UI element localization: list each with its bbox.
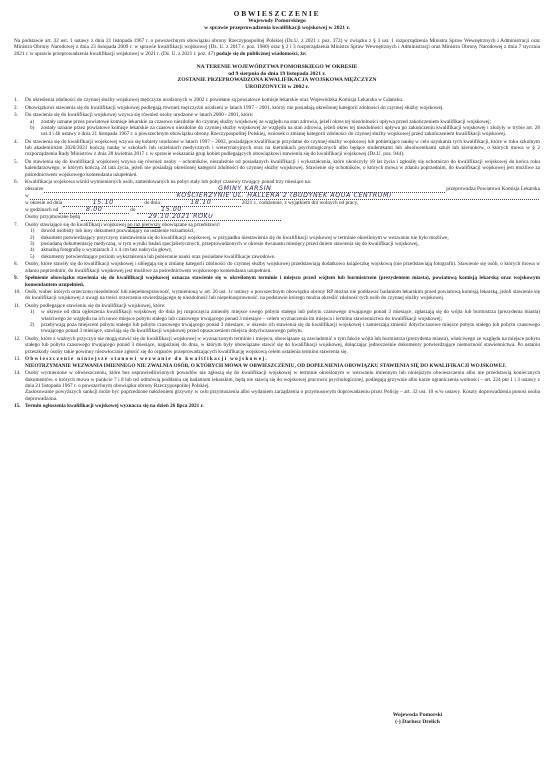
item-number: 2. [14,104,18,111]
list-item [14,356,540,369]
list-item [14,222,540,260]
header [14,9,540,32]
caption-line-3: ZOSTANIE PRZEPROWADZONA KWALIFIKACJA WOJSKOWA MĘŻCZYZN [177,77,377,84]
signatory-title: Wojewoda Pomorski [392,712,443,718]
list-item [14,179,540,220]
subject-line: w sprawie przeprowadzenia kwalifikacji wojskowej w 2021 r. [204,25,350,31]
item-number: 14. [14,370,21,377]
item-number: 10. [14,289,21,296]
item-number: 8. [14,261,18,268]
item-text: Osób, wobec których orzeczono niezdolność lub niepełnosprawność, wymienioną w art. 26 ust. 1c ustawy o powszechnym obowiązku obrony RP można nie poddawać badaniom lekarskim przed powiatową komisją lekarską, jeżeli stawienie się do kwalifikacji wojskowej z uwagi na treści orzeczenia stwierdzającego tę niezdolność lub niepełnosprawność, na podstawie którego można określić zdolność tych osób do czynnej służby wojskowej. [25,289,540,302]
handwritten-location: KOŚCIERZYNIE UL. HALLERA 2 (BUDYNEK AQUA CENTRUM) [176,192,393,200]
item-text: Termin ogłoszenia kwalifikacji wojskowej wyznacza się na dzień 26 lipca 2021 r. [25,403,204,410]
sub-item: 3) posiadaną dokumentację medyczną, w tym wyniki badań specjalistycznych, przeprowadzonych w okresie dwunastu miesięcy przed dniem stawienia się do kwalifikacji wojskowej, [30,240,419,247]
sub-item: 4) aktualną fotografię o wymiarach 3 x 4 cm bez nakrycia głowy, [30,247,173,254]
sub-item-text: zostały uznane przez powiatowe komisje lekarskie za czasowo niezdolne do czynnej służby wojskowej ze względu na stan zdrowia, jeżeli okres tej niezdolności upływa przed zakończeniem kwalifikacji wojskowej; [41,118,492,125]
form-line-admission: Osoby przyjmowane będą 29.10.2021 ROKU [25,214,540,221]
admission-field: 29.10.2021 ROKU [81,214,281,221]
item-number: 7. [14,222,18,229]
sub-item: 5) dokumenty potwierdzające poziom wykształcenia lub pobieranie nauki oraz posiadane kwalifikacje zawodowe. [30,253,276,260]
signature-block [370,712,465,727]
item-number: 3. [14,112,18,119]
item-text: Kwalifikacja wojskowa wśród wymienionych osób, zameldowanych na pobyt stały lub pobyt czasowy trwający ponad trzy miesiące na: [25,179,312,186]
item-number: 5. [14,159,18,166]
list-item [14,370,540,401]
list-item [14,97,540,103]
date-to-field: 18.10 [161,200,241,207]
sub-item: 2) przebywają poza miejscem pobytu stałego lub pobytu czasowego trwającego ponad 3 miesiące, w okresie ich stawienia się do kwalifikacji wojskowej i zamierzają zmienić dotychczasowe miejsce pobytu stałego lub pobytu czasowego trwającego ponad 3 miesiące, stawiają się do kwalifikacji wojskowej przed opuszczeniem miejsca dotychczasowego pobytu. [30,322,540,335]
handwritten-area: GMINY KARSIN [218,185,272,193]
intro-body: Na podstawie art. 32 ust. 1 ustawy z dnia 21 listopada 1967 r. o powszechnym obowiązku obrony Rzeczypospolitej Polskiej (Dz.U. z 2021 r. poz. 372) w związku z § 3 ust. 1 rozporządzenia Ministra Spraw Wewnętrznych i Administracji oraz Ministra Obrony Narodowej z dnia 23 listopada 2009 r. w sprawie kwalifikacji wojskowej (Dz. U. z 2017 r. poz. 1980) oraz § 2 i 3 rozporządzenia Ministra Spraw Wewnętrznych i Administracji oraz Ministra Obrony Narodowej z dnia 7 stycznia 2021 r. w sprawie przeprowadzenia kwalifikacji wojskowej w 2021 r. (Dz. U. z 2021 r. poz. 47) [14,38,540,57]
caption-line-1: NA TERENIE WOJEWÓDZTWA POMORSKIEGO W OKRESIE [196,64,358,71]
intro-paragraph [14,38,540,57]
sub-item: a) zostały uznane przez powiatowe komisje lekarskie za czasowo niezdolne do czynnej służby wojskowej ze względu na stan zdrowia, jeżeli okres tej niezdolności upływa przed zakończeniem kwalifikacji wojskowej; [25,119,540,125]
item-number: 13. [14,356,21,363]
item-text: Do stawienia się do kwalifikacji wojskowej wzywa się również osoby – ochotników, niezależnie od posiadanych kwalifikacji i wykształcenia, które ukończyły 18 lat życia i zgłosiły się ochotniczo do kwalifikacji wojskowej do końca roku kalendarzowego, w którym kończą 24 lata życia, jeżeli nie posiadają określonej kategorii zdolności do czynnej służby wojskowej. Stawienie się ochotników, o których mowa w zdaniu poprzednim, do kwalifikacji wojskowej jest możliwe za pośrednictwem wojskowego komendanta uzupełnień. [25,159,540,178]
date-from-field: 15.10 [63,200,143,207]
list-item [14,303,540,334]
sub-item-text: zostały uznane przez powiatowe komisje lekarskie za czasowo niezdolne do czynnej służby wojskowej ze względu na stan zdrowia, jeżeli okres tej niezdolności upływa po zakończeniu kwalifikacji wojskowej i złożyły w trybie art. 28 ust.4 i 4b ustawy z dnia 21 listopada 1967 r. o powszechnym obowiązku obrony Rzeczypospolitej Polskiej, wniosek o zmianę kategorii zdolności do czynnej służby wojskowej przed zakończeniem kwalifikacji wojskowej. [41,124,540,138]
list-item [14,336,540,355]
list-item [14,289,540,302]
list-item [14,275,540,288]
numbered-list [14,97,540,410]
item-text: Osoby podlegające stawieniu się do kwalifikacji wojskowej, które: [25,303,166,310]
item-text-2: Zastosowanie powyższych sankcji może być poprzedzone nałożeniem grzywny w celu przymuszenia albo wydaniem zarządzenia o przymusowym doprowadzeniu przez Policję – art. 32 ust. 10 w/w ustawy. Koszty doprowadzenia ponosi osoba doprowadzona. [25,389,540,402]
item-text: Osoby, które z ważnych przyczyn nie mogą stawić się do kwalifikacji wojskowej w wyznaczonym terminie i miejscu, obowiązane są zawiadomić o tym fakcie wójta lub burmistrza (prezydenta miasta), właściwego ze względu na miejsce pobytu stałego lub pobytu czasowego trwającego ponad 3 miesiące, najpóźniej do dnia, w którym były obowiązane stawić się do kwalifikacji wojskowej, dołączając jednocześnie dokumenty potwierdzające niemożność stawiennictwa. Po ustaniu przeszkody osoby takie powinny niezwłocznie zgłosić się do organów przeprowadzających kwalifikację wojskową celem ustalenia terminu stawienia się. [25,336,540,355]
item-number: 12. [14,336,21,343]
item-number: 11. [14,303,21,310]
sub-item: 2) dokument potwierdzający przyczyny niestawienia się do kwalifikacji wojskowej, w przypadku niestawienia się do kwalifikacji wojskowej w terminie określonym w wezwaniu nie było możliwe, [30,234,449,241]
form-line-location: w KOŚCIERZYNIE UL. HALLERA 2 (BUDYNEK AQUA CENTRUM) [25,193,540,200]
caption-line-4: URODZONYCH w 2002 r. [245,84,309,91]
item-text: Do stawienia się do kwalifikacji wojskowej wzywa się kobiety urodzone w latach 1997 – 2002, posiadające kwalifikacje przydatne do czynnej służby wojskowej lub pobierające naukę w celu uzyskania tych kwalifikacji, które w roku szkolnym lub akademickim 2020/2021 kończą naukę w szkołach lub uczelniach medycznych i weterynaryjnych oraz na kierunkach psychologicznych albo będące studentkami lub absolwentkami szkół lub kierunków, o których mowa w § 2 rozporządzenia Rady Ministrów z dnia 28 kwietnia 2017 r. w sprawie wskazania grup kobiet podlegających obowiązkowi stawienia się do kwalifikacji wojskowej (Dz.U. poz. 944). [25,138,540,158]
list-item [14,105,540,111]
item-number: 4. [14,138,18,145]
list-item [14,139,540,158]
list-item [14,112,540,137]
item-text: Do stawienia się do kwalifikacji wojskowej wzywa się również osoby urodzone w latach 2000 - 2001, które: [25,112,254,119]
item-number: 9. [14,275,18,282]
item-text: Obowiązkowi stawienia się do kwalifikacji wojskowej podlegają również mężczyźni urodzeni w latach 1997 – 2001, którzy nie posiadają określonej kategorii zdolności do czynnej służby wojskowej. [25,104,444,111]
summons-warning: NIEOTRZYMANIE WEZWANIA IMIENNEGO NIE ZWALNIA OSÓB, O KTÓRYCH MOWA W OBWIESZCZENIU, OD DOPEŁNIENIA OBOWIĄZKU STAWIENIA SIĘ DO KWALIFIKACJI WOJSKOWEJ. [25,362,507,369]
list-item [14,403,540,409]
announcement-caption [14,64,540,91]
document-title: OBWIESZCZENIE [233,9,321,18]
form-line-area: obszarze GMINY KARSIN przeprowadza Powiatowa Komisja Lekarska [25,185,540,193]
item-number: 6. [14,179,18,186]
item-text: Do określenia zdolności do czynnej służby wojskowej mężczyzn urodzonych w 2002 r. powołane są powiatowe komisje lekarskie oraz Wojewódzka Komisja Lekarska w Gdańsku. [25,96,404,103]
hour-from-field: 8.00 [59,207,129,214]
intro-tail: podaje się do publicznej wiadomości, że: [216,50,307,57]
form-line-dates: w okresie od dnia 15.10 do dnia 18.10 2021 r., codziennie, z wyjątkiem dni wolnych od pracy, [25,199,359,207]
sub-item: b) zostały uznane przez powiatowe komisje lekarskie za czasowo niezdolne do czynnej służby wojskowej ze względu na stan zdrowia, jeżeli okres tej niezdolności upływa po zakończeniu kwalifikacji wojskowej i złożyły w trybie art. 28 ust.4 i 4b ustawy z dnia 21 listopada 1967 r. o powszechnym obowiązku obrony Rzeczypospolitej Polskiej, wniosek o zmianę kategorii zdolności do czynnej służby wojskowej przed zakończeniem kwalifikacji wojskowej. [30,124,540,138]
item-text: Osoby wymienione w obwieszczeniu, które bez usprawiedliwionych powodów nie zgłoszą się do kwalifikacji wojskowej w terminie określonym w wezwaniu imiennym lub niniejszym obwieszczeniu albo nie przedstawią koniecznych dokumentów, o których mowa w punkcie 7 i 8 lub też odmówią poddania się badaniom lekarskim, będą nie stawią się do wojskowej pracowni psychologicznej, podlegają grzywnie albo karze ograniczenia wolności – art. 224 pkt 1 i 3 ustawy z dnia 21 listopada 1967 r. o powszechnym obowiązku obrony Rzeczypospolitej Polskiej. [25,370,540,389]
sub-item: 1) dowód osobisty lub inny dokument pozwalający na ustalenie tożsamości, [30,228,195,235]
sub-item: 1) w okresie od dnia ogłoszenia kwalifikacji wojskowej do dnia jej rozpoczęcia zmieniły miejsce swego pobytu stałego lub pobytu czasowego trwającego ponad 3 miesiące, zgłaszają się do wójta lub burmistrza (prezydenta miasta) właściwego ze względu na ich nowe miejsce pobytu stałego lub czasowego trwającego ponad 3 miesiące – celem wyznaczenia im miejsca i terminu stawiennictwa do kwalifikacji wojskowej; [30,309,540,322]
item-number: 1. [14,96,18,103]
list-item [14,261,540,274]
summons-notice: Obwieszczenie niniejsze stanowi wezwanie do kwalifikacji wojskowej. [25,356,268,363]
item-number: 15. [14,403,21,410]
signatory-name: (-) Dariusz Drelich [395,719,440,726]
form-line-hours: w godzinach od 8.00 do 15.00 [25,207,540,214]
issuer-line: Wojewody Pomorskiego [248,18,306,24]
caption-line-2: od 9 sierpnia do dnia 19 listopada 2021 r. [228,70,326,77]
item-text: Osoby, które stawiły się do kwalifikacji wojskowej i ubiegają się o zmianę kategorii zdolności do czynnej służby wojskowej przedstawiają dodatkowo książeczkę wojskową (nie przedstawiają fotografii). Stawienie się osób, o których mowa w zdaniu poprzednim, do kwalifikacji wojskowej jest możliwe za pośrednictwem wojskowego komendanta uzupełnień. [25,261,540,274]
item-text: Spełnienie obowiązku stawienia się do kwalifikacji wojskowej oznacza stawienie się w określonym terminie i miejscu przed wójtem lub burmistrzem (prezydentem miasta), powiatową komisją lekarską oraz wojskowym komendantem uzupełnień. [25,275,540,288]
item-text: Osoby stawiające się do kwalifikacji wojskowej po raz pierwszy obowiązane są przedstawić: [25,222,221,229]
hour-to-field: 15.00 [137,207,207,214]
list-item [14,159,540,178]
